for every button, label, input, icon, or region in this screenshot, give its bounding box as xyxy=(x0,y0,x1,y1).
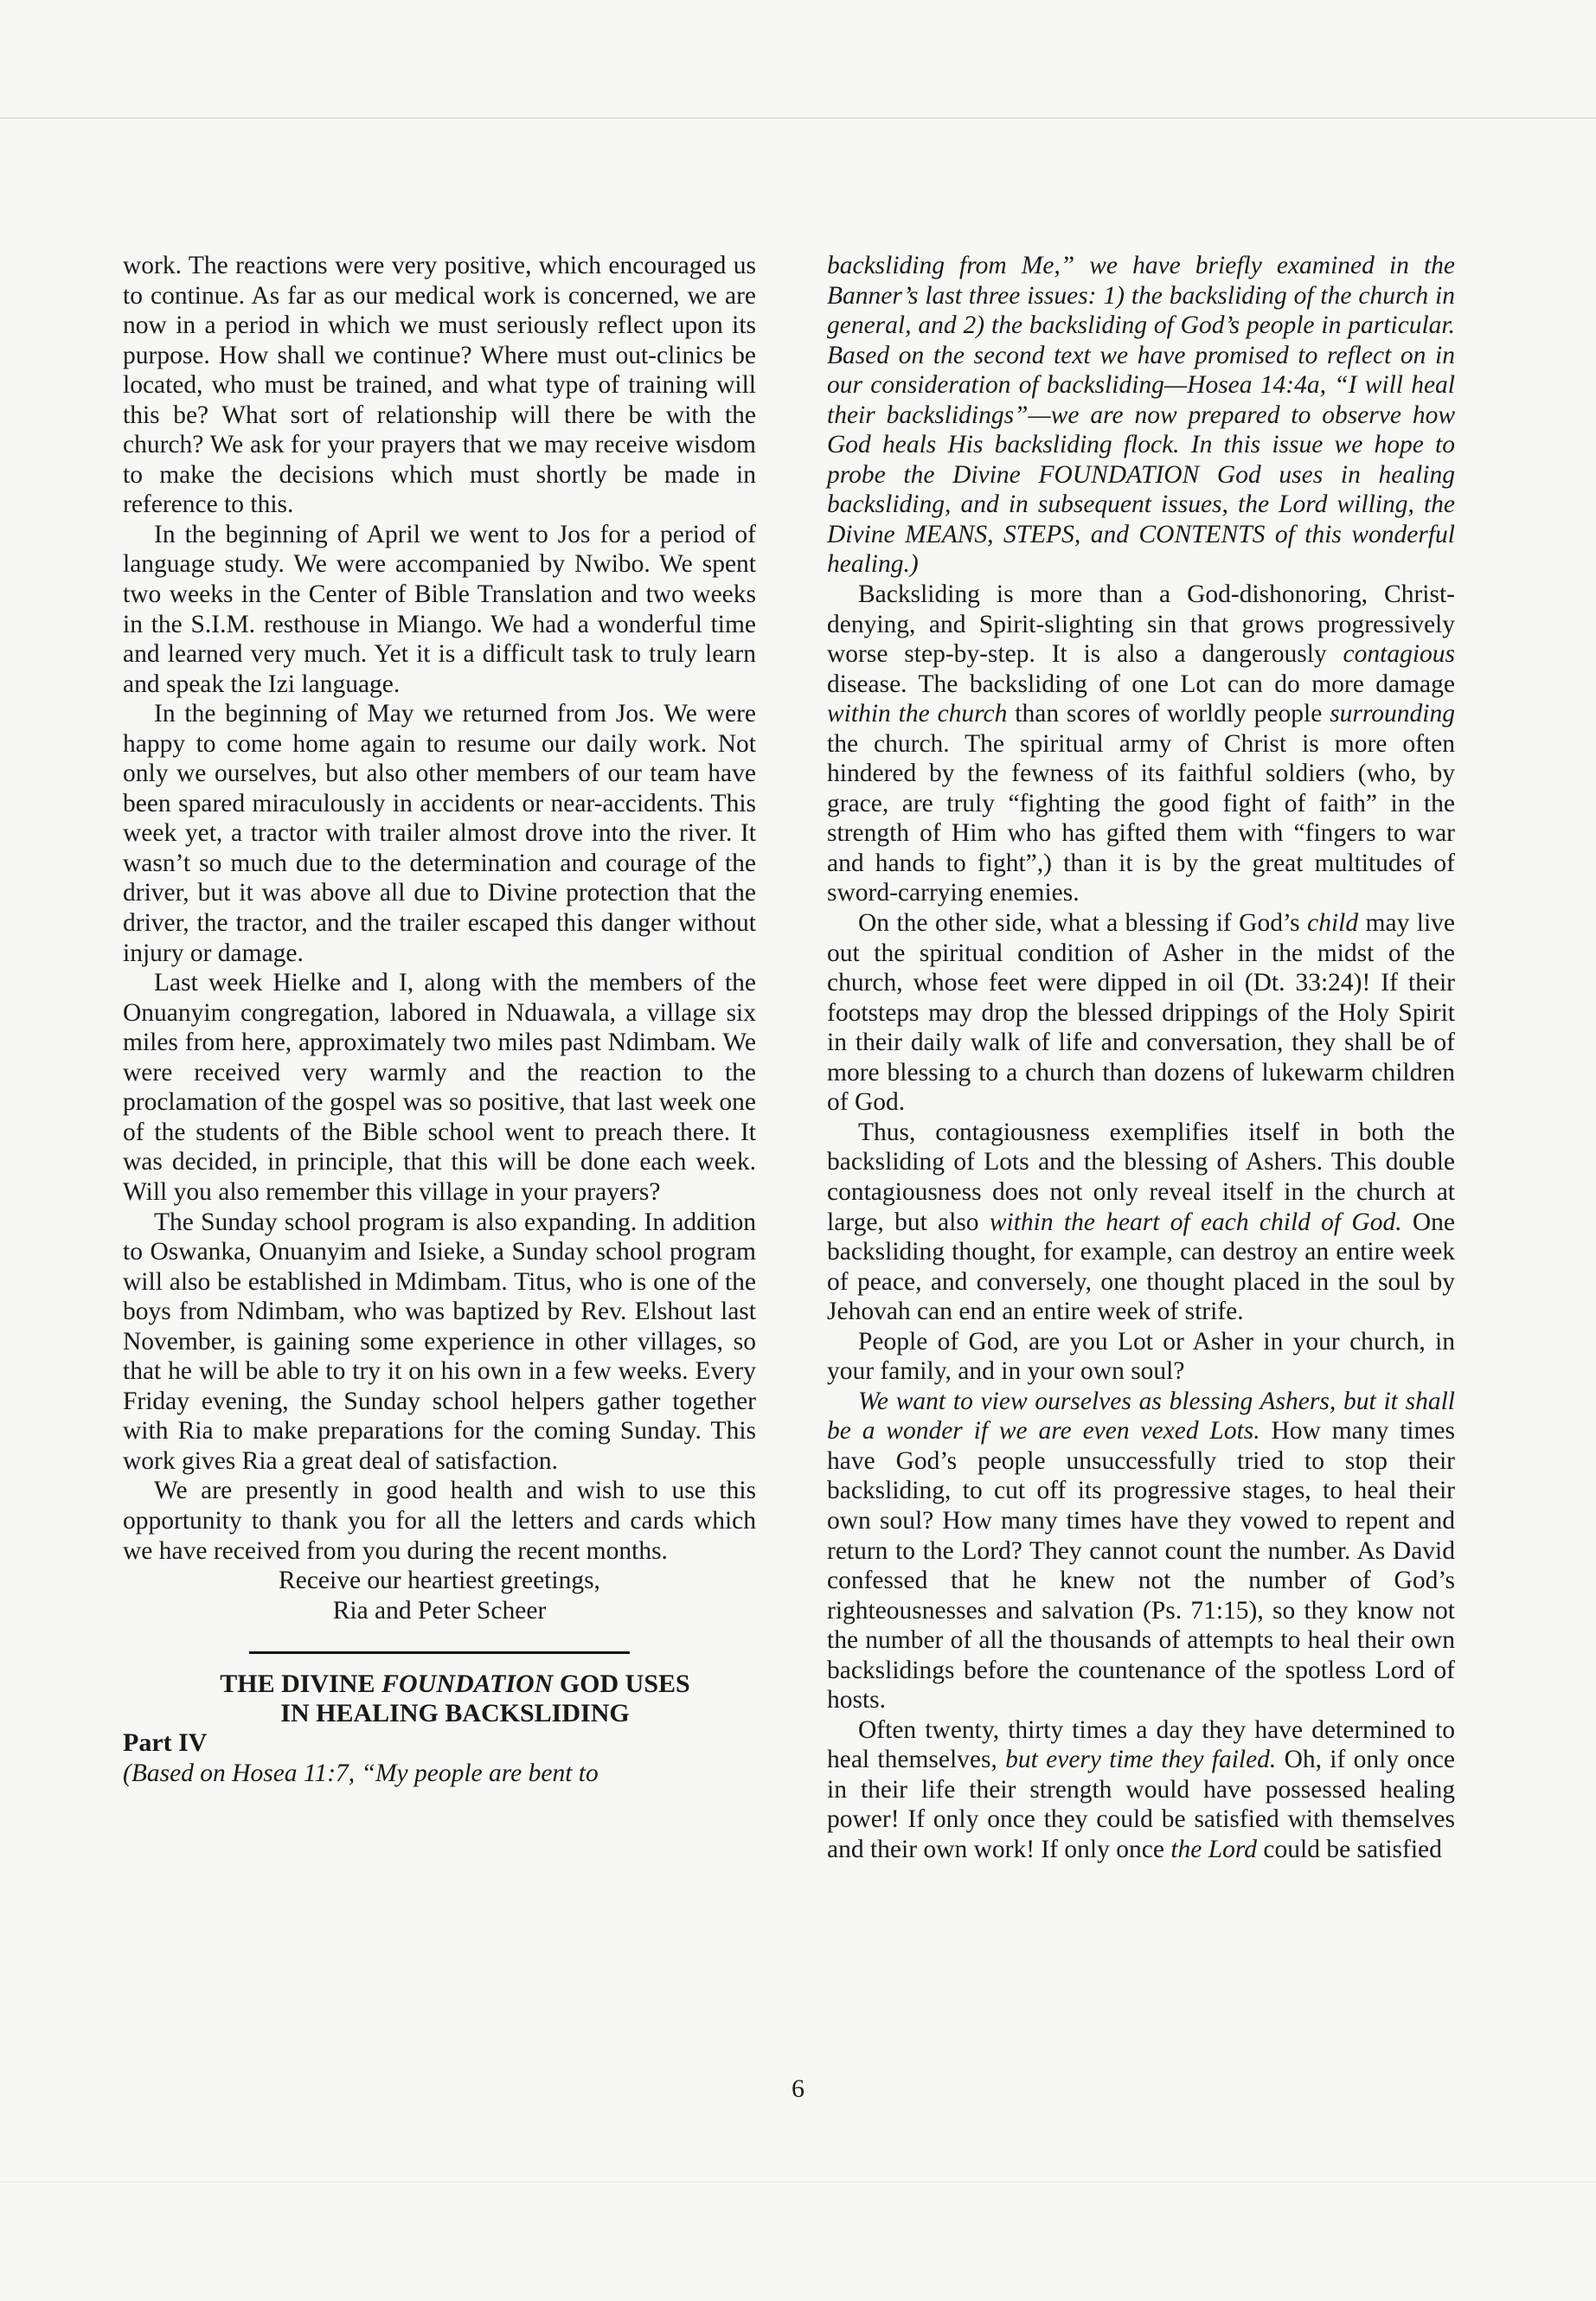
title-part-2: GOD USES xyxy=(553,1670,690,1699)
title-italic: FOUNDATION xyxy=(381,1670,554,1699)
letter-signoff xyxy=(123,1566,756,1625)
paragraph: In the beginning of May we returned from Jos. We were happy to come home again to resume our daily work. Not only we ourselves, but also other members of our team have been spared miraculously in accidents or near-accidents. This week yet, a tractor with trailer almost drove into the river. It wasn’t so much due to the determination and courage of the driver, but it was above all due to Divine protection that the driver, the tractor, and the trailer escaped this danger without injury or damage. xyxy=(123,700,756,967)
paragraph: Often twenty, thirty times a day they have determined to heal themselves, but every time they failed. Oh, if only once in their life their strength would have possessed healing power! If only once they could be satisfied with themselves and their own work! If only once the Lord could be satisfied xyxy=(827,1715,1456,1863)
article-title-line-2: IN HEALING BACKSLIDING xyxy=(280,1699,630,1728)
signature: Ria and Peter Scheer xyxy=(332,1596,547,1625)
article-title-line-1 xyxy=(123,1670,756,1699)
article-title xyxy=(123,1670,756,1728)
paragraph: We want to view ourselves as blessing Ashers, but it shall be a wonder if we are even vexed Lots. How many times have God’s people unsuccessfully tried to stop their backsliding, to cut off its progressive stages, to heal their own soul? How many times have they vowed to repent and return to the Lord? They cannot count the number. As David confessed that he knew not the number of God’s righteousnesses and salvation (Ps. 71:15), so they know not the number of all the thousands of attempts to heal their own backslidings before the countenance of the spotless Lord of hosts. xyxy=(827,1387,1455,1715)
paragraph: Backsliding is more than a God-dishonoring, Christ-denying, and Spirit-slighting sin that grows progressively worse step-by-step. It is also a dangerously contagious disease. The backsliding of one Lot can do more damage within the church than scores of worldly people surrounding the church. The spiritual army of Christ is more often hindered by the fewness of its faithful soldiers (who, by grace, are truly “fighting the good fight of faith” in the strength of Him who has gifted them with “fingers to war and hands to fight”,) than it is by the great multitudes of sword-carrying enemies. xyxy=(827,580,1455,907)
paragraph: work. The reactions were very positive, which encouraged us to continue. As far as our medical work is concerned, we are now in a period in which we must seriously reflect upon its purpose. How shall we continue? Where must out-clinics be located, who must be trained, and what type of training will this be? What sort of relationship will there be with the church? We ask for your prayers that we may receive wisdom to make the decisions which must shortly be made in reference to this. xyxy=(123,252,756,519)
left-column xyxy=(123,251,756,1788)
paragraph: We are presently in good health and wish to use this opportunity to thank you for all the letters and cards which we have received from you during the recent months. xyxy=(123,1477,756,1565)
paragraph: People of God, are you Lot or Asher in your church, in your family, and in your own soul? xyxy=(827,1327,1455,1386)
top-page-edge-rule xyxy=(0,118,1596,119)
paragraph: Last week Hielke and I, along with the members of the Onuanyim congregation, labored in Nduawala, a village six miles from here, approximately two miles past Ndimbam. We were received very warmly and the reaction to the proclamation of the gospel was so positive, that last week one of the students of the Bible school went to preach there. It was decided, in principle, that this will be done each week. Will you also remember this village in your prayers? xyxy=(123,969,756,1206)
article-intro-continued: backsliding from Me,” we have briefly examined in the Banner’s last three issues: 1) the backsliding of the church in general, and 2) the backsliding of God’s people in particular. Based on the second text we have promised to reflect on in our consideration of backsliding—Hosea 14:4a, “I will heal their backslidings”—we are now prepared to observe how God heals His backsliding flock. In this issue we hope to probe the Divine FOUNDATION God uses in healing backsliding, and in subsequent issues, the Lord willing, the Divine MEANS, STEPS, and CONTENTS of this wonderful healing.) xyxy=(827,252,1455,579)
paragraph: In the beginning of April we went to Jos for a period of language study. We were accompanied by Nwibo. We spent two weeks in the Center of Bible Translation and two weeks in the S.I.M. resthouse in Miango. We had a wonderful time and learned very much. Yet it is a difficult task to truly learn and speak the Izi language. xyxy=(123,520,756,698)
part-label: Part IV xyxy=(123,1728,208,1758)
page-number: 6 xyxy=(792,2074,804,2103)
title-part-1: THE DIVINE xyxy=(220,1670,381,1699)
section-divider xyxy=(249,1651,630,1654)
closing-line: Receive our heartiest greetings, xyxy=(279,1567,600,1595)
paragraph: The Sunday school program is also expanding. In addition to Oswanka, Onuanyim and Isieke, a Sunday school program will also be established in Mdimbam. Titus, who is one of the boys from Ndimbam, who was baptized by Rev. Elshout last November, is gaining some experience in other villages, so that he will be able to try it on his own in a few weeks. Every Friday evening, the Sunday school helpers gather together with Ria to make preparations for the coming Sunday. This work gives Ria a great deal of satisfaction. xyxy=(123,1208,756,1475)
article-intro: (Based on Hosea 11:7, “My people are bent to xyxy=(123,1759,599,1787)
paragraph: On the other side, what a blessing if God’s child may live out the spiritual condition of Asher in the midst of the church, whose feet were dipped in oil (Dt. 33:24)! If their footsteps may drop the blessed drippings of the Holy Spirit in their daily walk of life and conversation, they shall be of more blessing to a church than dozens of lukewarm children of God. xyxy=(827,909,1455,1117)
right-column xyxy=(827,251,1455,1865)
paragraph: Thus, contagiousness exemplifies itself in both the backsliding of Lots and the blessing of Ashers. This double contagiousness does not only reveal itself in the church at large, but also within the heart of each child of God. One backsliding thought, for example, can destroy an entire week of peace, and conversely, one thought placed in the soul by Jehovah can end an entire week of strife. xyxy=(827,1118,1455,1326)
